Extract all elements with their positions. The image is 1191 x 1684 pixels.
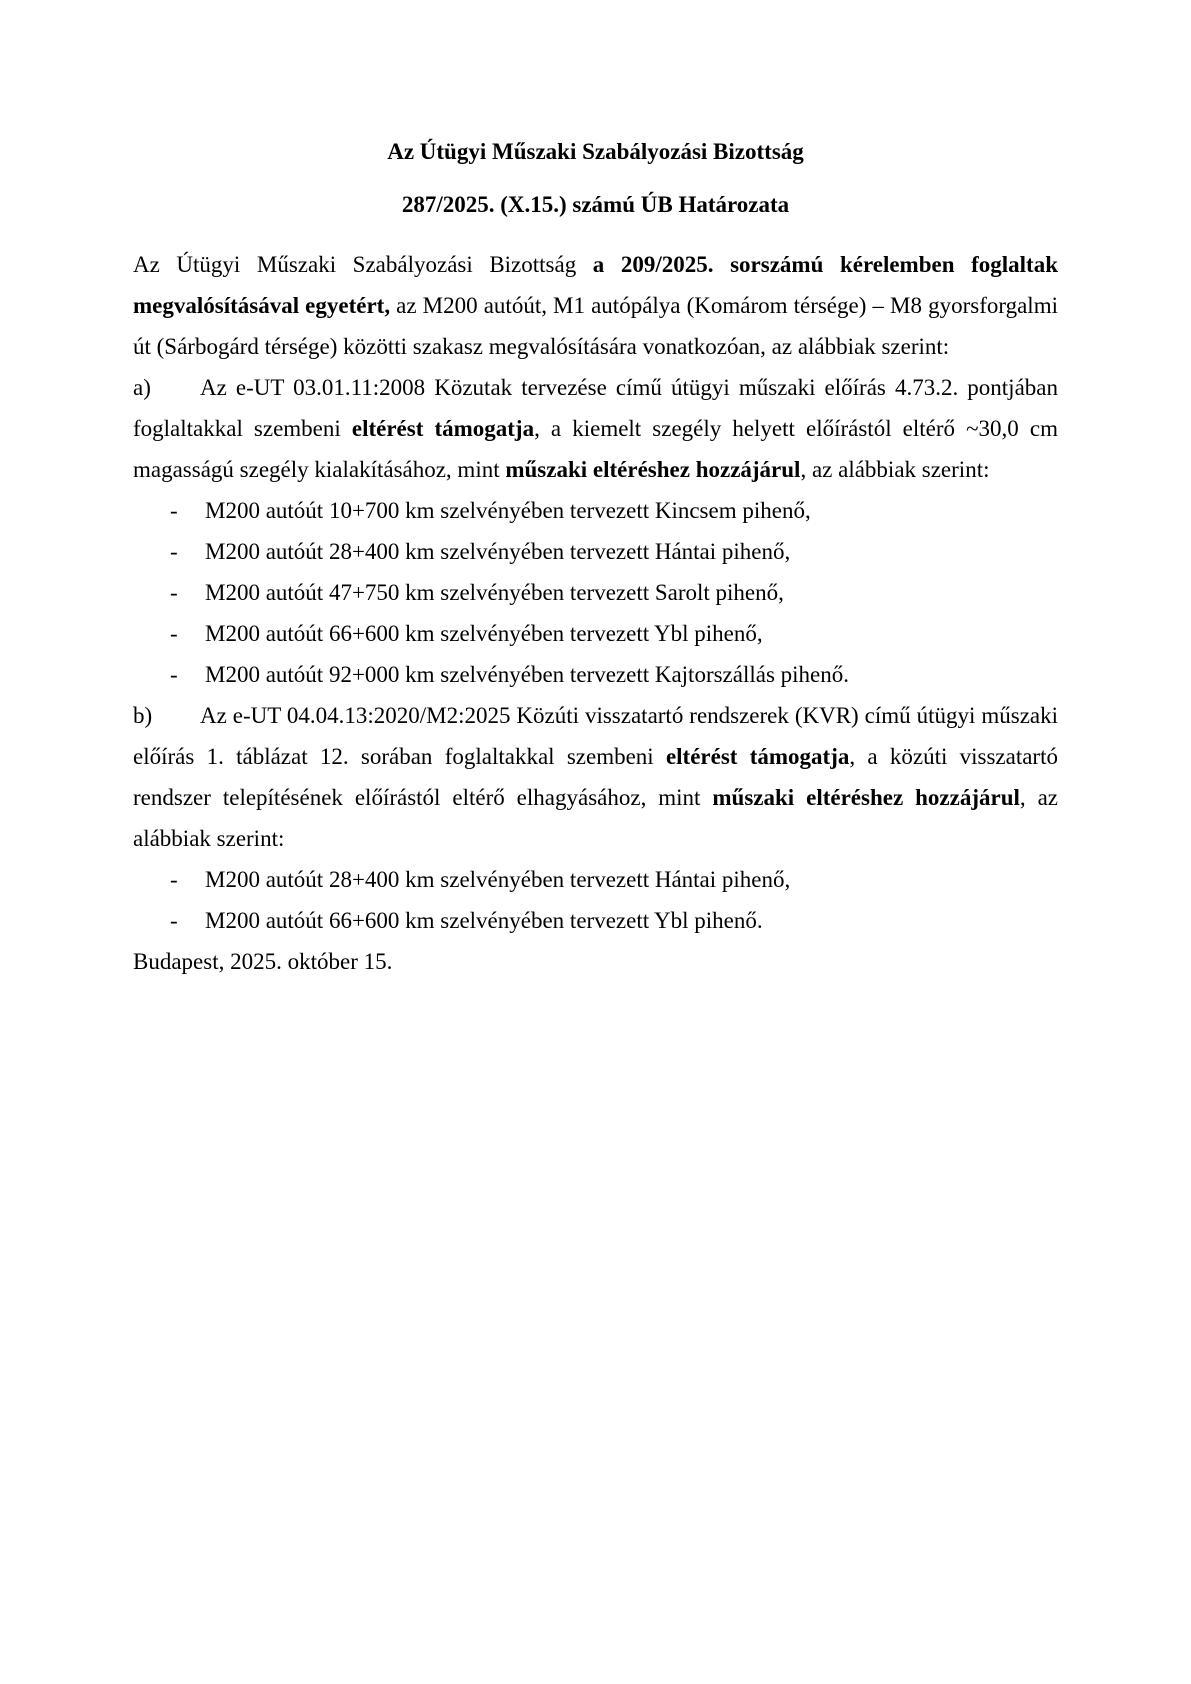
list-item: [133, 531, 1058, 572]
bullet-dash-marker: -: [170, 580, 178, 605]
item-b-run-plain-3: , az alábbiak szerint:: [133, 785, 1059, 851]
list-item: [133, 859, 1058, 900]
list-item: [133, 613, 1058, 654]
intro-run-plain-1: Az Útügyi Műszaki Szabályozási Bizottság: [133, 252, 593, 277]
bullet-dash-marker: -: [170, 621, 178, 646]
item-b-bullet-list: [133, 859, 1058, 941]
item-a-label: a): [133, 375, 151, 400]
item-b-label: b): [133, 703, 153, 728]
item-b-run-bold-1: eltérést támogatja: [665, 744, 850, 769]
item-b-run-bold-2: műszaki eltéréshez hozzájárul: [712, 785, 1020, 810]
item-a-run-bold-2: műszaki eltéréshez hozzájárul: [505, 457, 801, 482]
item-a-bullet-list: [133, 490, 1058, 695]
bullet-dash-marker: -: [170, 908, 178, 933]
list-item: [133, 490, 1058, 531]
date-line: Budapest, 2025. október 15.: [133, 949, 393, 974]
item-a-run-plain-3: , az alábbiak szerint:: [800, 457, 990, 482]
item-a-run-plain-1: Az e-UT 03.01.11:2008 Közutak tervezése című útügyi műszaki előírás 4.73.2. pontjában foglaltakkal szembeni: [133, 375, 1058, 441]
list-item-text: M200 autóút 10+700 km szelvényében tervezett Kincsem pihenő,: [205, 498, 811, 523]
list-item-text: M200 autóút 66+600 km szelvényében tervezett Ybl pihenő.: [205, 908, 763, 933]
intro-run-plain-2: az M200 autóút, M1 autópálya (Komárom térsége) – M8 gyorsforgalmi út (Sárbogárd térsége) közötti szakasz megvalósítására vonatkozóan, az alábbiak szerint:: [133, 293, 1058, 359]
bullet-dash-marker: -: [170, 867, 178, 892]
item-b-paragraph: [133, 695, 1058, 859]
list-item: [133, 900, 1058, 941]
list-item-text: M200 autóút 66+600 km szelvényében tervezett Ybl pihenő,: [205, 621, 763, 646]
item-a-run-plain-2: , a kiemelt szegély helyett előírástól eltérő ~30,0 cm magasságú szegély kialakításához, mint: [133, 416, 1058, 482]
bullet-dash-marker: -: [170, 498, 178, 523]
intro-paragraph: [133, 244, 1058, 367]
list-item-text: M200 autóút 28+400 km szelvényében tervezett Hántai pihenő,: [205, 867, 791, 892]
list-item-text: M200 autóút 47+750 km szelvényében tervezett Sarolt pihenő,: [205, 580, 784, 605]
bullet-dash-marker: -: [170, 539, 178, 564]
document-title-line1: Az Útügyi Műszaki Szabályozási Bizottság: [387, 139, 804, 164]
list-item-text: M200 autóút 28+400 km szelvényében tervezett Hántai pihenő,: [205, 539, 791, 564]
item-b-run-plain-1: Az e-UT 04.04.13:2020/M2:2025 Közúti visszatartó rendszerek (KVR) című útügyi műszaki előírás 1. táblázat 12. sorában foglaltakkal szembeni: [133, 703, 1058, 769]
list-item: [133, 572, 1058, 613]
list-item: [133, 654, 1058, 695]
intro-run-bold: a 209/2025. sorszámú kérelemben foglaltak megvalósításával egyetért,: [133, 252, 1058, 318]
list-item-text: M200 autóút 92+000 km szelvényében tervezett Kajtorszállás pihenő.: [205, 662, 850, 687]
item-b-run-plain-2: , a közúti visszatartó rendszer telepítésének előírástól eltérő elhagyásához, mint: [133, 744, 1058, 810]
bullet-dash-marker: -: [170, 662, 178, 687]
document-title-line2: 287/2025. (X.15.) számú ÚB Határozata: [401, 192, 790, 217]
item-a-paragraph: [133, 367, 1058, 490]
item-a-run-bold-1: eltérést támogatja: [351, 416, 535, 441]
